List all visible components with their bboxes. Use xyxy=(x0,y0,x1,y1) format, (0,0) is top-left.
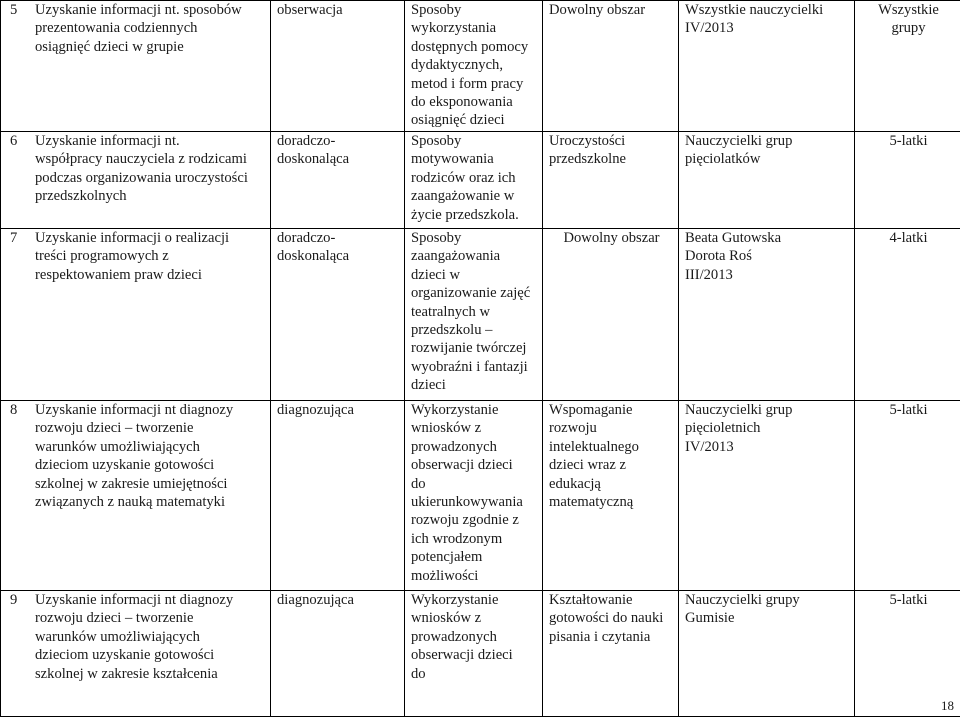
topic-line: współpracy nauczyciela z rodzicami xyxy=(10,150,266,168)
subject-line: dostępnych pomocy xyxy=(411,38,538,56)
subject-line: dzieci w xyxy=(411,266,538,284)
topic-line: przedszkolnych xyxy=(10,187,266,205)
area-cell xyxy=(543,229,679,401)
groups-cell xyxy=(855,229,960,401)
topic-text: Uzyskanie informacji o realizacji xyxy=(35,230,229,246)
who-line: Nauczycielki grup xyxy=(685,132,850,150)
subject-line: dydaktycznych, xyxy=(411,56,538,74)
area-cell xyxy=(543,1,679,132)
who-line: III/2013 xyxy=(685,266,850,284)
groups-line: 5-latki xyxy=(861,401,956,419)
subject-cell xyxy=(405,229,543,401)
who-line: Dorota Roś xyxy=(685,247,850,265)
form-cell xyxy=(271,591,405,717)
form-line: diagnozująca xyxy=(277,591,400,609)
subject-line: wniosków z xyxy=(411,419,538,437)
area-line: Wspomaganie xyxy=(549,401,674,419)
subject-line: do xyxy=(411,475,538,493)
groups-line: Wszystkie xyxy=(861,1,956,19)
area-cell xyxy=(543,591,679,717)
form-line: doskonaląca xyxy=(277,150,400,168)
form-line: doradczo- xyxy=(277,132,400,150)
form-line: doskonaląca xyxy=(277,247,400,265)
topic-line xyxy=(10,591,266,609)
who-line: Gumisie xyxy=(685,609,850,627)
groups-line: grupy xyxy=(861,19,956,37)
area-line: gotowości do nauki xyxy=(549,609,674,627)
subject-line: potencjałem xyxy=(411,548,538,566)
subject-line: organizowanie zajęć xyxy=(411,284,538,302)
topic-line: rozwoju dzieci – tworzenie xyxy=(10,419,266,437)
subject-cell xyxy=(405,591,543,717)
area-line: pisania i czytania xyxy=(549,628,674,646)
groups-cell xyxy=(855,132,960,229)
area-line: Kształtowanie xyxy=(549,591,674,609)
subject-line: wyobraźni i fantazji xyxy=(411,358,538,376)
form-line: doradczo- xyxy=(277,229,400,247)
page-number: 18 xyxy=(941,698,954,714)
subject-line: wykorzystania xyxy=(411,19,538,37)
row-number: 7 xyxy=(10,229,35,247)
topic-line: związanych z nauką matematyki xyxy=(10,493,266,511)
topic-line: warunków umożliwiających xyxy=(10,438,266,456)
groups-line: 5-latki xyxy=(861,591,956,609)
topic-cell xyxy=(1,591,271,717)
who-cell xyxy=(679,229,855,401)
topic-line xyxy=(10,132,266,150)
row-number: 6 xyxy=(10,132,35,150)
subject-line: Wykorzystanie xyxy=(411,401,538,419)
area-line: Uroczystości xyxy=(549,132,674,150)
form-cell xyxy=(271,1,405,132)
subject-line: rodziców oraz ich xyxy=(411,169,538,187)
subject-line: Sposoby xyxy=(411,1,538,19)
subject-cell xyxy=(405,1,543,132)
topic-cell xyxy=(1,132,271,229)
who-cell xyxy=(679,1,855,132)
subject-line: wniosków z xyxy=(411,609,538,627)
table-row xyxy=(1,132,960,229)
subject-line: możliwości xyxy=(411,567,538,585)
subject-line: prowadzonych xyxy=(411,438,538,456)
topic-text: Uzyskanie informacji nt diagnozy xyxy=(35,402,233,418)
subject-cell xyxy=(405,401,543,591)
topic-text: Uzyskanie informacji nt. sposobów xyxy=(35,2,242,18)
area-line: edukacją xyxy=(549,475,674,493)
groups-line: 5-latki xyxy=(861,132,956,150)
topic-line: warunków umożliwiających xyxy=(10,628,266,646)
area-line: intelektualnego xyxy=(549,438,674,456)
topic-line: osiągnięć dzieci w grupie xyxy=(10,38,266,56)
subject-line: życie przedszkola. xyxy=(411,206,538,224)
subject-line: Sposoby xyxy=(411,229,538,247)
subject-line: Sposoby xyxy=(411,132,538,150)
row-number: 5 xyxy=(10,1,35,19)
topic-text: Uzyskanie informacji nt diagnozy xyxy=(35,592,233,608)
row-number: 9 xyxy=(10,591,35,609)
topic-line: prezentowania codziennych xyxy=(10,19,266,37)
topic-line: dzieciom uzyskanie gotowości xyxy=(10,456,266,474)
subject-line: dzieci xyxy=(411,376,538,394)
who-cell xyxy=(679,591,855,717)
subject-line: motywowania xyxy=(411,150,538,168)
subject-line: Wykorzystanie xyxy=(411,591,538,609)
form-cell xyxy=(271,132,405,229)
who-line: pięcioletnich xyxy=(685,419,850,437)
who-cell xyxy=(679,132,855,229)
table-row xyxy=(1,591,960,717)
table-row xyxy=(1,229,960,401)
subject-line: rozwoju zgodnie z xyxy=(411,511,538,529)
topic-line: szkolnej w zakresie kształcenia xyxy=(10,665,266,683)
area-line: dzieci wraz z xyxy=(549,456,674,474)
subject-line: prowadzonych xyxy=(411,628,538,646)
who-line: IV/2013 xyxy=(685,438,850,456)
area-line: rozwoju xyxy=(549,419,674,437)
topic-line: rozwoju dzieci – tworzenie xyxy=(10,609,266,627)
subject-line: metod i form pracy xyxy=(411,75,538,93)
subject-cell xyxy=(405,132,543,229)
who-cell xyxy=(679,401,855,591)
who-line: Wszystkie nauczycielki xyxy=(685,1,850,19)
topic-cell xyxy=(1,401,271,591)
topic-cell xyxy=(1,229,271,401)
subject-line: obserwacji dzieci xyxy=(411,646,538,664)
topic-cell xyxy=(1,1,271,132)
row-number: 8 xyxy=(10,401,35,419)
area-cell xyxy=(543,401,679,591)
area-cell xyxy=(543,132,679,229)
subject-line: ich wrodzonym xyxy=(411,530,538,548)
subject-line: teatralnych w xyxy=(411,303,538,321)
groups-cell xyxy=(855,401,960,591)
area-line: Dowolny obszar xyxy=(549,229,674,247)
subject-line: osiągnięć dzieci xyxy=(411,111,538,129)
topic-line xyxy=(10,401,266,419)
subject-line: rozwijanie twórczej xyxy=(411,339,538,357)
form-line: obserwacja xyxy=(277,1,400,19)
topic-line: szkolnej w zakresie umiejętności xyxy=(10,475,266,493)
groups-line: 4-latki xyxy=(861,229,956,247)
subject-line: do eksponowania xyxy=(411,93,538,111)
area-line: Dowolny obszar xyxy=(549,1,674,19)
subject-line: przedszkolu – xyxy=(411,321,538,339)
subject-line: zaangażowania xyxy=(411,247,538,265)
groups-cell xyxy=(855,1,960,132)
subject-line: obserwacji dzieci xyxy=(411,456,538,474)
topic-text: Uzyskanie informacji nt. xyxy=(35,133,180,149)
table-row xyxy=(1,1,960,132)
form-line: diagnozująca xyxy=(277,401,400,419)
who-line: Nauczycielki grupy xyxy=(685,591,850,609)
topic-line: respektowaniem praw dzieci xyxy=(10,266,266,284)
area-line: przedszkolne xyxy=(549,150,674,168)
form-cell xyxy=(271,401,405,591)
who-line: IV/2013 xyxy=(685,19,850,37)
form-cell xyxy=(271,229,405,401)
who-line: Beata Gutowska xyxy=(685,229,850,247)
subject-line: zaangażowanie w xyxy=(411,187,538,205)
topic-line xyxy=(10,1,266,19)
table-row xyxy=(1,401,960,591)
topic-line: dzieciom uzyskanie gotowości xyxy=(10,646,266,664)
table-body xyxy=(1,1,960,717)
who-line: Nauczycielki grup xyxy=(685,401,850,419)
subject-line: ukierunkowywania xyxy=(411,493,538,511)
topic-line xyxy=(10,229,266,247)
subject-line: do xyxy=(411,665,538,683)
who-line: pięciolatków xyxy=(685,150,850,168)
area-line: matematyczną xyxy=(549,493,674,511)
topic-line: podczas organizowania uroczystości xyxy=(10,169,266,187)
topic-line: treści programowych z xyxy=(10,247,266,265)
